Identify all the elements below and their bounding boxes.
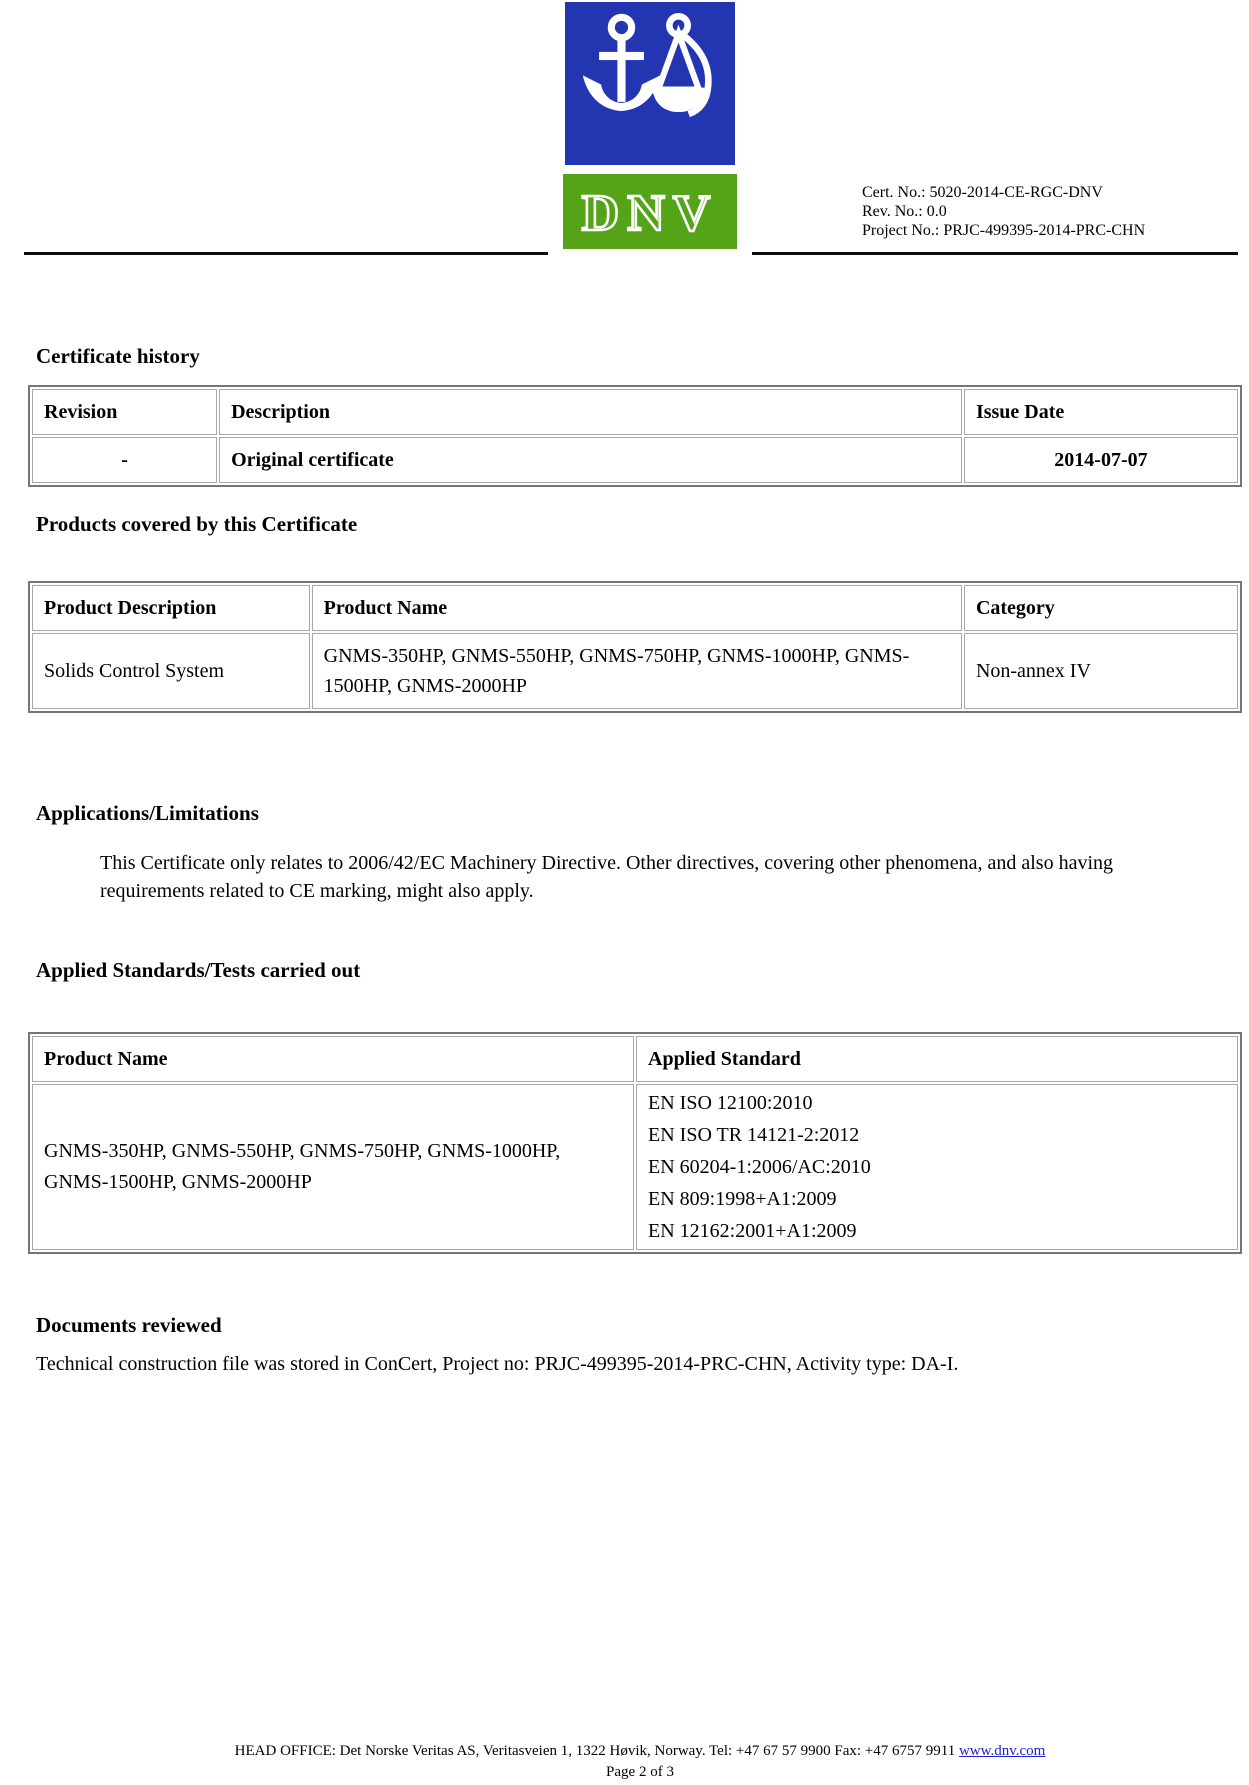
table-header-row [32, 1036, 1238, 1082]
documents-reviewed-title: Documents reviewed [36, 1313, 222, 1337]
col-applied-standard: Applied Standard [636, 1036, 1238, 1082]
table-row [32, 1084, 1238, 1250]
rev-no: Rev. No.: 0.0 [862, 203, 947, 220]
header-rule-left [24, 252, 548, 255]
standard-item: EN 60204-1:2006/AC:2010 [648, 1156, 871, 1178]
applied-standards-table [28, 1032, 1242, 1254]
col-product-description: Product Description [32, 585, 310, 631]
cell-revision: - [32, 437, 217, 483]
cell-issue-date: 2014-07-07 [964, 437, 1238, 483]
cell-category: Non-annex IV [964, 633, 1238, 709]
col-product-name: Product Name [312, 585, 962, 631]
dnv-website-link[interactable]: www.dnv.com [958, 1743, 1046, 1759]
cell-product-description: Solids Control System [32, 633, 310, 709]
dnv-emblem-icon [565, 2, 735, 165]
standard-item: EN ISO 12100:2010 [648, 1092, 813, 1114]
header-rule-right [752, 252, 1238, 255]
dnv-logo-text: DNV [581, 185, 719, 242]
applications-limitations-title: Applications/Limitations [36, 801, 259, 825]
page-number: Page 2 of 3 [606, 1764, 674, 1780]
col-revision: Revision [32, 389, 217, 435]
col-product-name: Product Name [32, 1036, 634, 1082]
standard-item: EN 12162:2001+A1:2009 [648, 1220, 857, 1242]
cell-product-name: GNMS-350HP, GNMS-550HP, GNMS-750HP, GNMS-1000HP, GNMS-1500HP, GNMS-2000HP [32, 1084, 634, 1250]
certificate-history-title: Certificate history [36, 344, 200, 368]
products-covered-table [28, 581, 1242, 713]
footer-office-line [20, 1742, 1249, 1760]
standard-item: EN ISO TR 14121-2:2012 [648, 1124, 860, 1146]
table-row [32, 437, 1238, 483]
cell-product-name: GNMS-350HP, GNMS-550HP, GNMS-750HP, GNMS-1000HP, GNMS-1500HP, GNMS-2000HP [312, 633, 962, 709]
applications-limitations-body: This Certificate only relates to 2006/42/EC Machinery Directive. Other directives, covering other phenomena, and also having requirements related to CE marking, might also apply. [100, 852, 1114, 902]
cell-applied-standards [636, 1084, 1238, 1250]
applied-standards-title: Applied Standards/Tests carried out [36, 958, 361, 982]
footer-office-text: HEAD OFFICE: Det Norske Veritas AS, Veritasveien 1, 1322 Høvik, Norway. Tel: +47 67 57 9900 Fax: +47 6757 9911 [234, 1743, 959, 1759]
certificate-history-table [28, 385, 1242, 487]
table-header-row [32, 585, 1238, 631]
table-header-row [32, 389, 1238, 435]
cert-no: Cert. No.: 5020-2014-CE-RGC-DNV [862, 184, 1103, 201]
dnv-wordmark [563, 174, 737, 249]
certificate-reference-block [862, 183, 1145, 240]
standard-item: EN 809:1998+A1:2009 [648, 1188, 837, 1210]
col-category: Category [964, 585, 1238, 631]
table-row [32, 633, 1238, 709]
col-issue-date: Issue Date [964, 389, 1238, 435]
documents-reviewed-body: Technical construction file was stored in ConCert, Project no: PRJC-499395-2014-PRC-CHN, Activity type: DA-I. [36, 1353, 959, 1375]
col-description: Description [219, 389, 962, 435]
products-covered-title: Products covered by this Certificate [36, 512, 358, 536]
cell-description: Original certificate [219, 437, 962, 483]
project-no: Project No.: PRJC-499395-2014-PRC-CHN [862, 222, 1146, 239]
